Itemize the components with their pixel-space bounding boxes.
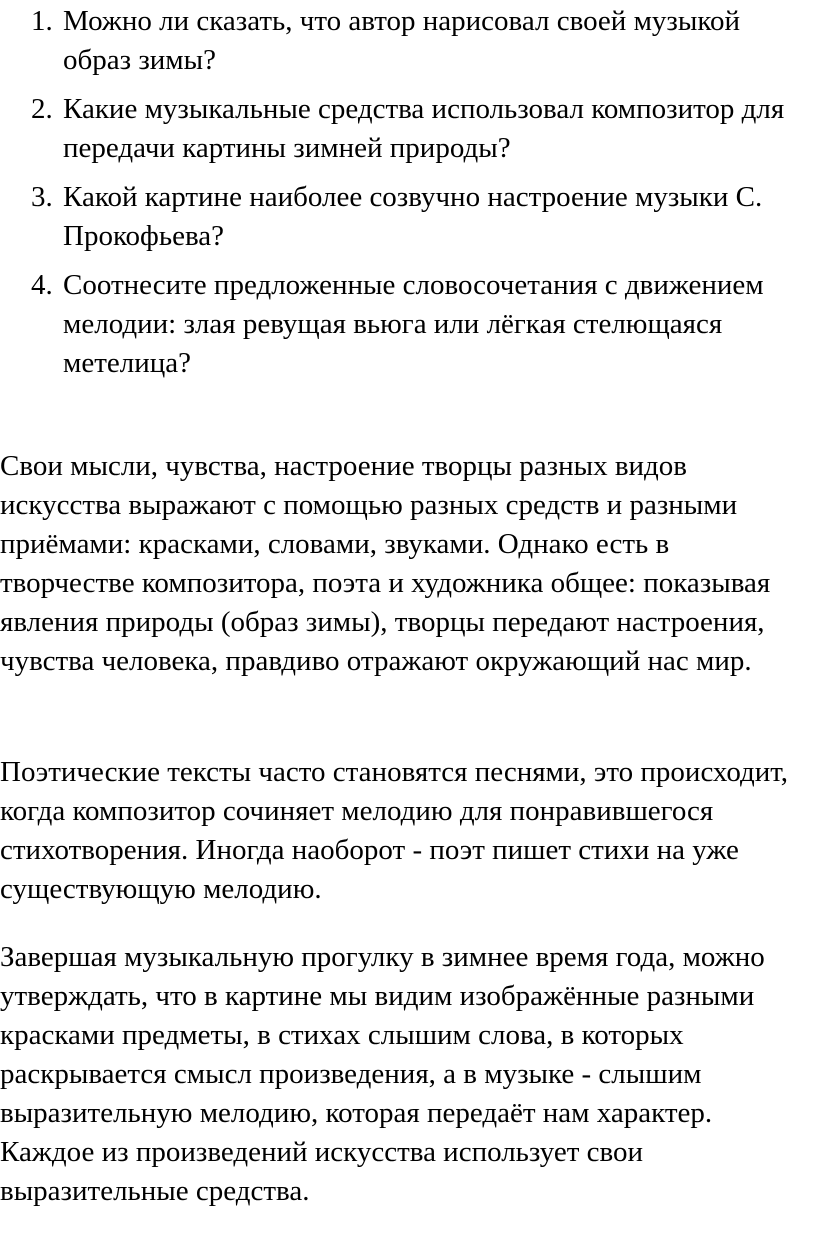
list-item-text: Можно ли сказать, что автор нарисовал своей музыкой образ зимы? bbox=[63, 5, 740, 76]
question-list bbox=[0, 2, 816, 393]
paragraph-poetry-songs: Поэтические тексты часто становятся песнями, это происходит, когда композитор сочиняет мелодию для понравившегося стихотворения. Иногда наоборот - поэт пишет стихи на уже существующую мелодию. bbox=[0, 756, 789, 905]
list-item-text: Какие музыкальные средства использовал композитор для передачи картины зимней природы? bbox=[63, 93, 785, 164]
paragraph-conclusion: Завершая музыкальную прогулку в зимнее время года, можно утверждать, что в картине мы видим изображённые разными красками предметы, в стихах слышим слова, в которых раскрывается смысл произведения, а в музыке - слышим выразительную мелодию, которая передаёт нам характер. Каждое из произведений искусства использует свои выразительные средства. bbox=[0, 941, 765, 1207]
list-item-text: Соотнесите предложенные словосочетания с движением мелодии: злая ревущая вьюга или лёгкая стелющаяся метелица? bbox=[63, 269, 764, 379]
list-item bbox=[0, 178, 816, 256]
list-item-number: 4. bbox=[31, 269, 53, 301]
list-item-number: 2. bbox=[31, 93, 53, 125]
list-item bbox=[0, 2, 816, 80]
list-item-number: 3. bbox=[31, 181, 53, 213]
paragraph-art-means: Свои мысли, чувства, настроение творцы разных видов искусства выражают с помощью разных средств и разными приёмами: красками, словами, звуками. Однако есть в творчестве композитора, поэта и художника общее: показывая явления природы (образ зимы), творцы передают настроения, чувства человека, правдиво отражают окружающий нас мир. bbox=[0, 450, 771, 677]
list-item-number: 1. bbox=[31, 5, 53, 37]
list-item-text: Какой картине наиболее созвучно настроение музыки С. Прокофьева? bbox=[63, 181, 763, 252]
list-item bbox=[0, 90, 816, 168]
list-item bbox=[0, 266, 816, 383]
